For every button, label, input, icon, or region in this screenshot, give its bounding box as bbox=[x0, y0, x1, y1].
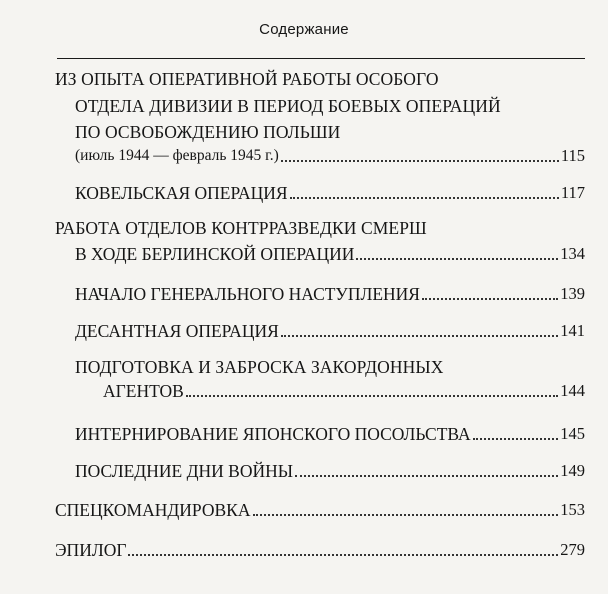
leader-dots bbox=[186, 395, 558, 397]
toc-entry-3-page: 134 bbox=[560, 244, 585, 263]
leader-dots bbox=[422, 298, 558, 300]
leader-dots bbox=[253, 514, 559, 516]
leader-dots bbox=[295, 475, 558, 477]
leader-dots bbox=[281, 160, 559, 162]
toc-entry-5-title: ДЕСАНТНАЯ ОПЕРАЦИЯ bbox=[75, 321, 279, 341]
toc-entry-1-subtitle: (июль 1944 — февраль 1945 г.) bbox=[75, 147, 279, 164]
toc-entry-5[interactable] bbox=[75, 321, 585, 341]
toc-entry-7-title: ИНТЕРНИРОВАНИЕ ЯПОНСКОГО ПОСОЛЬСТВА bbox=[75, 424, 471, 444]
toc-entry-1-page: 115 bbox=[560, 146, 585, 165]
toc-entry-4[interactable] bbox=[75, 284, 585, 304]
leader-dots bbox=[356, 258, 558, 260]
toc-entry-10-title: ЭПИЛОГ bbox=[55, 540, 127, 560]
toc-entry-2-title: КОВЕЛЬСКАЯ ОПЕРАЦИЯ bbox=[75, 183, 288, 203]
toc-entry-8-title: ПОСЛЕДНИЕ ДНИ ВОЙНЫ bbox=[75, 461, 293, 481]
leader-dots bbox=[281, 335, 558, 337]
toc-entry-1-line-2: ОТДЕЛА ДИВИЗИИ В ПЕРИОД БОЕВЫХ ОПЕРАЦИЙ bbox=[75, 96, 501, 116]
page-header: Содержание bbox=[259, 21, 349, 38]
leader-dots bbox=[473, 438, 559, 440]
toc-entry-3-line-1: РАБОТА ОТДЕЛОВ КОНТРРАЗВЕДКИ СМЕРШ bbox=[55, 218, 427, 238]
toc-entry-6-page: 144 bbox=[560, 381, 585, 400]
toc-entry-6-title: АГЕНТОВ bbox=[103, 381, 184, 401]
toc-entry-4-title: НАЧАЛО ГЕНЕРАЛЬНОГО НАСТУПЛЕНИЯ bbox=[75, 284, 420, 304]
leader-dots bbox=[128, 554, 558, 556]
toc-entry-3-title: В ХОДЕ БЕРЛИНСКОЙ ОПЕРАЦИИ bbox=[75, 244, 355, 264]
toc-entry-2[interactable] bbox=[75, 183, 585, 203]
toc-entry-6-line-1: ПОДГОТОВКА И ЗАБРОСКА ЗАКОРДОННЫХ bbox=[75, 357, 444, 377]
toc-entry-4-page: 139 bbox=[560, 284, 585, 303]
toc-entry-1-line-1: ИЗ ОПЫТА ОПЕРАТИВНОЙ РАБОТЫ ОСОБОГО bbox=[55, 69, 439, 89]
toc-entry-1[interactable] bbox=[75, 146, 585, 166]
toc-entry-9-page: 153 bbox=[560, 500, 585, 519]
toc-entry-1-line-3: ПО ОСВОБОЖДЕНИЮ ПОЛЬШИ bbox=[75, 122, 341, 142]
toc-entry-7-page: 145 bbox=[560, 424, 585, 443]
toc-entry-8[interactable] bbox=[75, 461, 585, 481]
toc-entry-6[interactable] bbox=[103, 381, 585, 401]
toc-entry-9[interactable] bbox=[55, 500, 585, 520]
toc-entry-8-page: 149 bbox=[560, 461, 585, 480]
leader-dots bbox=[290, 197, 559, 199]
toc-entry-3[interactable] bbox=[75, 244, 585, 264]
toc-entry-5-page: 141 bbox=[560, 321, 585, 340]
toc-entry-9-title: СПЕЦКОМАНДИРОВКА bbox=[55, 500, 251, 520]
toc-entry-2-page: 117 bbox=[560, 183, 585, 202]
toc-entry-10-page: 279 bbox=[560, 540, 585, 559]
toc-entry-10[interactable] bbox=[55, 540, 585, 560]
toc-entry-7[interactable] bbox=[75, 424, 585, 444]
